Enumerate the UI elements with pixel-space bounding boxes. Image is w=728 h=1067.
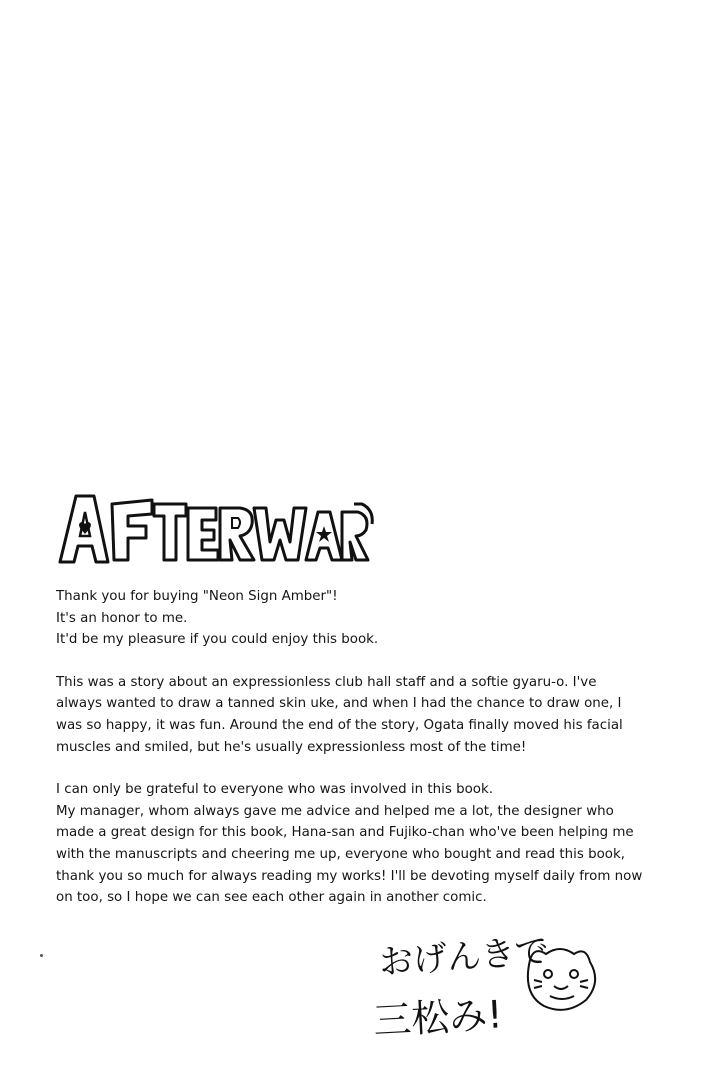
stray-mark bbox=[40, 954, 43, 957]
text-line: muscles and smiled, but he's usually expressionless most of the time! bbox=[56, 739, 527, 755]
text-line: on too, so I hope we can see each other again in another comic. bbox=[56, 890, 487, 906]
author-signature bbox=[370, 922, 610, 1052]
text-line: It'd be my pleasure if you could enjoy this book. bbox=[56, 632, 379, 648]
text-line: My manager, whom always gave me advice and helped me a lot, the designer who bbox=[56, 803, 614, 819]
text-line: was so happy, it was fun. Around the end of the story, Ogata finally moved his facial bbox=[56, 717, 623, 733]
signature-line-2: 三松み! bbox=[372, 992, 504, 1043]
text-line: made a great design for this book, Hana-san and Fujiko-chan who've been helping me bbox=[56, 825, 634, 841]
afterword-body bbox=[56, 586, 656, 930]
text-line: Thank you for buying "Neon Sign Amber"! bbox=[56, 589, 338, 604]
text-line: I can only be grateful to everyone who was involved in this book. bbox=[56, 782, 493, 798]
paragraph-story bbox=[56, 672, 656, 758]
text-line: always wanted to draw a tanned skin uke, and when I had the chance to draw one, I bbox=[56, 696, 622, 712]
signature-line-1: おげんきで bbox=[377, 931, 551, 983]
text-line: with the manuscripts and cheering me up, everyone who bought and read this book, bbox=[56, 846, 625, 862]
text-line: It's an honor to me. bbox=[56, 610, 188, 626]
text-line: thank you so much for always reading my works! I'll be devoting myself daily from now bbox=[56, 868, 643, 884]
signature-art bbox=[370, 922, 610, 1052]
paragraph-gratitude bbox=[56, 779, 656, 909]
afterwards-heading bbox=[56, 486, 376, 568]
text-line: This was a story about an expressionless club hall staff and a softie gyaru-o. I've bbox=[56, 674, 597, 690]
paragraph-thanks bbox=[56, 586, 656, 651]
